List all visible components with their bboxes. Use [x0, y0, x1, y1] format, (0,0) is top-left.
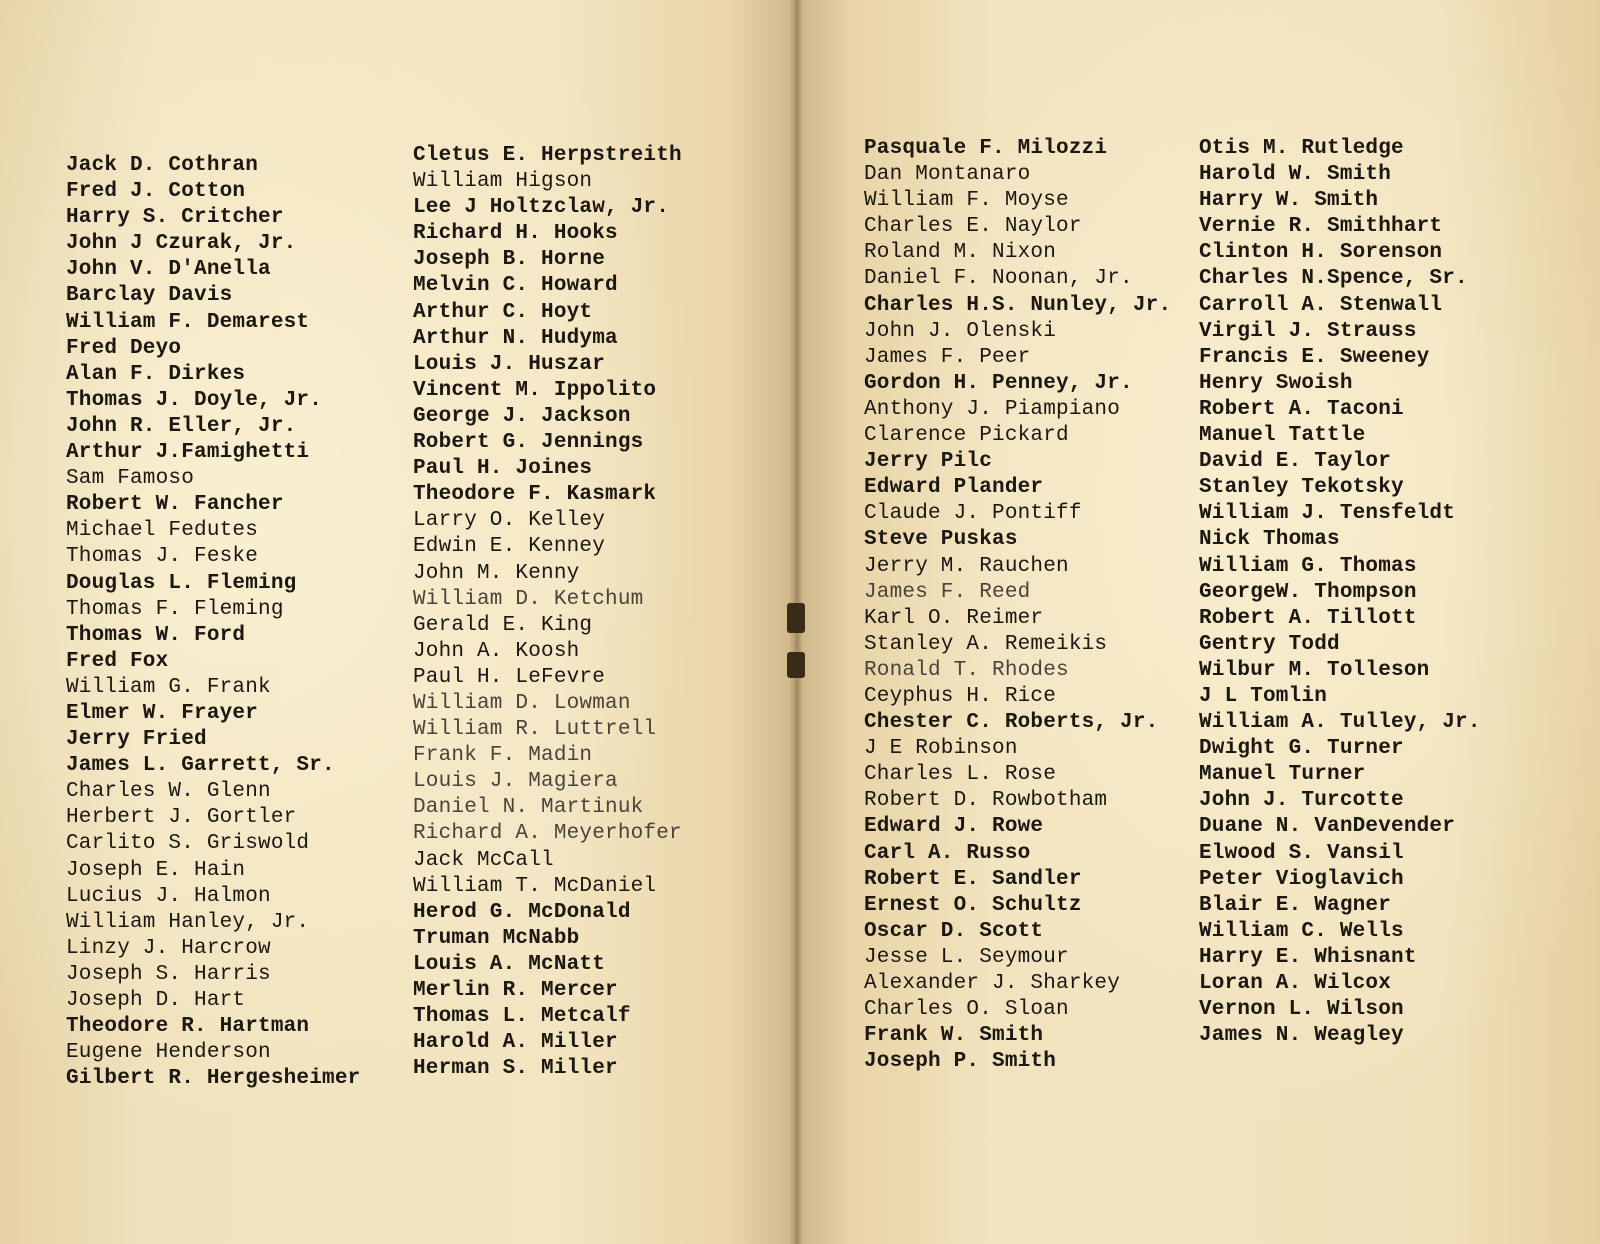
list-item: Joseph D. Hart: [66, 989, 246, 1012]
list-item: William F. Moyse: [864, 189, 1069, 213]
list-item: Vernon L. Wilson: [1199, 998, 1404, 1022]
list-item: Ernest O. Schultz: [864, 893, 1082, 917]
list-item: Herod G. McDonald: [413, 900, 631, 924]
list-item: David E. Taylor: [1199, 450, 1392, 474]
list-item: Gordon H. Penney, Jr.: [864, 371, 1133, 395]
list-item: Henry Swoish: [1199, 371, 1353, 395]
list-item: William C. Wells: [1199, 919, 1404, 943]
list-item: Edwin E. Kenney: [413, 535, 606, 559]
list-item: Jack D. Cothran: [66, 154, 259, 177]
list-item: Alan F. Dirkes: [66, 362, 246, 386]
list-item: Nick Thomas: [1199, 528, 1340, 552]
list-item: Claude J. Pontiff: [864, 502, 1082, 526]
name-column-2: [413, 143, 682, 1082]
list-item: Francis E. Sweeney: [1199, 345, 1430, 369]
name-column-4: [1199, 136, 1481, 1049]
list-item: Theodore F. Kasmark: [413, 483, 657, 507]
list-item: Linzy J. Harcrow: [66, 936, 271, 960]
list-item: Ceyphus H. Rice: [864, 684, 1057, 708]
list-item: GeorgeW. Thompson: [1199, 580, 1417, 604]
list-item: Alexander J. Sharkey: [864, 972, 1121, 995]
list-item: Daniel N. Martinuk: [413, 796, 644, 820]
list-item: Paul H. Joines: [413, 457, 593, 481]
list-item: Charles L. Rose: [864, 763, 1057, 787]
list-item: Barclay Davis: [66, 284, 233, 308]
list-item: Robert D. Rowbotham: [864, 789, 1108, 813]
list-item: Larry O. Kelley: [413, 509, 606, 533]
list-item: Stanley Tekotsky: [1199, 476, 1404, 500]
list-item: Robert W. Fancher: [66, 493, 284, 517]
list-item: William A. Tulley, Jr.: [1199, 711, 1481, 735]
list-item: Thomas L. Metcalf: [413, 1005, 631, 1029]
list-item: Clarence Pickard: [864, 424, 1069, 448]
list-item: Robert A. Tillott: [1199, 606, 1417, 630]
list-item: James L. Garrett, Sr.: [66, 754, 335, 778]
list-item: Jerry Fried: [66, 728, 207, 752]
list-item: Richard H. Hooks: [413, 222, 618, 246]
list-item: Dan Montanaro: [864, 163, 1031, 187]
list-item: Peter Vioglavich: [1199, 867, 1404, 891]
list-item: Clinton H. Sorenson: [1199, 241, 1443, 265]
list-item: James F. Peer: [864, 345, 1031, 369]
list-item: Harold A. Miller: [413, 1031, 618, 1055]
list-item: Thomas W. Ford: [66, 623, 246, 647]
list-item: Vernie R. Smithhart: [1199, 215, 1443, 239]
list-item: Harry E. Whisnant: [1199, 945, 1417, 969]
list-item: Thomas J. Feske: [66, 545, 259, 569]
list-item: Douglas L. Fleming: [66, 571, 297, 595]
list-item: Robert E. Sandler: [864, 867, 1082, 891]
list-item: Thomas F. Fleming: [66, 597, 284, 621]
list-item: Charles H.S. Nunley, Jr.: [864, 293, 1172, 317]
list-item: Harold W. Smith: [1199, 163, 1392, 187]
list-item: James N. Weagley: [1199, 1024, 1404, 1048]
list-item: Michael Fedutes: [66, 519, 259, 543]
list-item: William Higson: [413, 170, 593, 194]
list-item: Cletus E. Herpstreith: [413, 144, 682, 167]
list-item: Joseph P. Smith: [864, 1050, 1057, 1074]
list-item: Edward Plander: [864, 476, 1044, 500]
list-item: Frank F. Madin: [413, 744, 593, 768]
list-item: William T. McDaniel: [413, 874, 657, 898]
list-item: Steve Puskas: [864, 528, 1018, 552]
staple-bottom: [787, 652, 805, 678]
list-item: Fred Fox: [66, 649, 169, 673]
list-item: William Hanley, Jr.: [66, 910, 310, 934]
list-item: Eugene Henderson: [66, 1041, 271, 1065]
list-item: Virgil J. Strauss: [1199, 319, 1417, 343]
list-item: Louis J. Magiera: [413, 770, 618, 794]
list-item: Jerry M. Rauchen: [864, 554, 1069, 578]
list-item: Pasquale F. Milozzi: [864, 137, 1108, 160]
staple-top: [787, 603, 805, 633]
list-item: Theodore R. Hartman: [66, 1015, 310, 1039]
list-item: Wilbur M. Tolleson: [1199, 658, 1430, 682]
list-item: Arthur N. Hudyma: [413, 326, 618, 350]
list-item: Carroll A. Stenwall: [1199, 293, 1443, 317]
list-item: Fred Deyo: [66, 336, 182, 360]
list-item: Paul H. LeFevre: [413, 665, 606, 689]
right-page: [795, 0, 1600, 1244]
list-item: Herman S. Miller: [413, 1057, 618, 1081]
list-item: John V. D'Anella: [66, 258, 271, 282]
name-column-3: [864, 136, 1171, 1075]
list-item: Sam Famoso: [66, 467, 195, 491]
list-item: Charles E. Naylor: [864, 215, 1082, 239]
list-item: Elwood S. Vansil: [1199, 841, 1404, 865]
list-item: Merlin R. Mercer: [413, 979, 618, 1002]
left-page: [0, 0, 795, 1244]
list-item: Charles O. Sloan: [864, 998, 1069, 1022]
list-item: Loran A. Wilcox: [1199, 972, 1392, 995]
list-item: Ronald T. Rhodes: [864, 658, 1069, 682]
list-item: George J. Jackson: [413, 404, 631, 428]
list-item: Anthony J. Piampiano: [864, 397, 1121, 421]
list-item: John M. Kenny: [413, 561, 580, 585]
list-item: Edward J. Rowe: [864, 815, 1044, 839]
list-item: Truman McNabb: [413, 926, 580, 950]
list-item: Charles N.Spence, Sr.: [1199, 267, 1468, 291]
list-item: Joseph B. Horne: [413, 248, 606, 272]
list-item: William F. Demarest: [66, 310, 310, 334]
list-item: Arthur J.Famighetti: [66, 441, 310, 465]
list-item: J L Tomlin: [1199, 684, 1328, 708]
list-item: Herbert J. Gortler: [66, 806, 297, 830]
list-item: Blair E. Wagner: [1199, 893, 1392, 917]
list-item: Joseph E. Hain: [66, 858, 246, 882]
list-item: Lucius J. Halmon: [66, 884, 271, 908]
list-item: Gerald E. King: [413, 613, 593, 637]
list-item: Manuel Turner: [1199, 763, 1366, 787]
list-item: Manuel Tattle: [1199, 424, 1366, 448]
list-item: Gilbert R. Hergesheimer: [66, 1067, 361, 1091]
list-item: Gentry Todd: [1199, 632, 1340, 656]
list-item: Vincent M. Ippolito: [413, 378, 657, 402]
list-item: Duane N. VanDevender: [1199, 815, 1456, 839]
list-item: John R. Eller, Jr.: [66, 414, 297, 438]
list-item: Richard A. Meyerhofer: [413, 822, 682, 846]
list-item: William D. Ketchum: [413, 587, 644, 611]
list-item: Thomas J. Doyle, Jr.: [66, 388, 323, 412]
list-item: Frank W. Smith: [864, 1024, 1044, 1048]
list-item: Arthur C. Hoyt: [413, 300, 593, 324]
list-item: Jack McCall: [413, 848, 554, 872]
list-item: Fred J. Cotton: [66, 180, 246, 204]
list-item: William G. Thomas: [1199, 554, 1417, 578]
list-item: Jerry Pilc: [864, 450, 993, 474]
list-item: Otis M. Rutledge: [1199, 137, 1404, 160]
list-item: Carl A. Russo: [864, 841, 1031, 865]
list-item: William J. Tensfeldt: [1199, 502, 1456, 526]
list-item: James F. Reed: [864, 580, 1031, 604]
list-item: Elmer W. Frayer: [66, 701, 259, 725]
list-item: Jesse L. Seymour: [864, 945, 1069, 969]
list-item: Dwight G. Turner: [1199, 737, 1404, 761]
list-item: John J. Turcotte: [1199, 789, 1404, 813]
name-column-1: [66, 153, 360, 1092]
list-item: John A. Koosh: [413, 639, 580, 663]
list-item: Robert G. Jennings: [413, 431, 644, 455]
list-item: Carlito S. Griswold: [66, 832, 310, 856]
list-item: John J. Olenski: [864, 319, 1057, 343]
list-item: Melvin C. Howard: [413, 274, 618, 298]
list-item: John J Czurak, Jr.: [66, 232, 297, 256]
list-item: Lee J Holtzclaw, Jr.: [413, 196, 670, 220]
list-item: Karl O. Reimer: [864, 606, 1044, 630]
list-item: Charles W. Glenn: [66, 780, 271, 804]
list-item: Daniel F. Noonan, Jr.: [864, 267, 1133, 291]
list-item: Robert A. Taconi: [1199, 397, 1404, 421]
list-item: Louis A. McNatt: [413, 952, 606, 976]
list-item: Chester C. Roberts, Jr.: [864, 711, 1159, 735]
list-item: Oscar D. Scott: [864, 919, 1044, 943]
list-item: J E Robinson: [864, 737, 1018, 761]
list-item: Roland M. Nixon: [864, 241, 1057, 265]
list-item: Louis J. Huszar: [413, 352, 606, 376]
list-item: William R. Luttrell: [413, 718, 657, 742]
list-item: Harry S. Critcher: [66, 206, 284, 230]
list-item: William G. Frank: [66, 675, 271, 699]
list-item: Harry W. Smith: [1199, 189, 1379, 213]
list-item: William D. Lowman: [413, 691, 631, 715]
list-item: Stanley A. Remeikis: [864, 632, 1108, 656]
list-item: Joseph S. Harris: [66, 962, 271, 986]
